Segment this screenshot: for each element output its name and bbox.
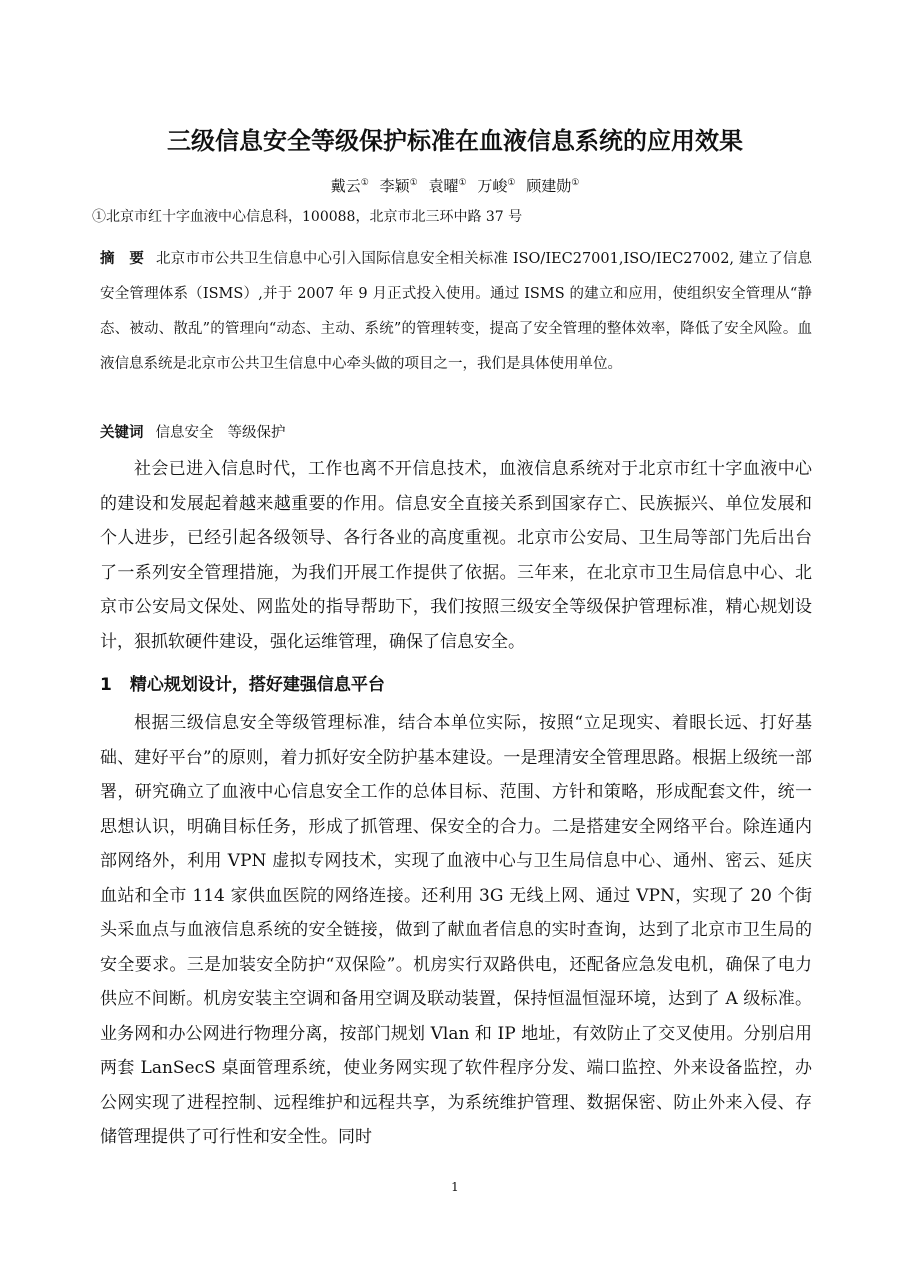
keyword: 信息安全 [155,425,214,441]
author [526,177,579,195]
author [380,177,418,195]
author [477,177,515,195]
abstract [100,242,812,382]
abstract-text: 北京市市公共卫生信息中心引入国际信息安全相关标准 ISO/IEC27001,ISO/IEC27002, 建立了信息安全管理体系（ISMS）,并于 2007 年 9 月正式投入使用。通过 ISMS 的建立和应用，使组织安全管理从“静态、被动、散乱”的管理向“动态、主动、系统”的管理转变，提高了安全管理的整体效率，降低了安全风险。血液信息系统是北京市公共卫生信息中心牵头做的项目之一，我们是具体使用单位。 [100,251,812,372]
keywords [100,421,812,445]
affiliation: ①北京市红十字血液中心信息科，100088，北京市北三环中路 37 号 [92,209,523,225]
section-heading [100,670,812,700]
section-number: 1 [100,675,112,695]
author-affiliation-mark: ① [458,178,467,188]
author-affiliation-mark: ① [507,178,516,188]
author-name: 戴云 [330,177,361,195]
author-list [80,172,830,197]
abstract-label: 摘 要 [100,251,145,267]
author-name: 顾建勋 [526,177,572,195]
keywords-label: 关键词 [100,425,144,441]
paper-title: 三级信息安全等级保护标准在血液信息系统的应用效果 [167,127,743,155]
author-affiliation-mark: ① [360,178,369,188]
author-affiliation-mark: ① [571,178,580,188]
author-affiliation-mark: ① [409,178,418,188]
author [428,177,466,195]
author-name: 李颖 [379,177,410,195]
keyword: 等级保护 [227,425,286,441]
author-name: 万峻 [477,177,508,195]
author [331,177,369,195]
page-number: 1 [451,1180,459,1194]
section-title: 精心规划设计，搭好建强信息平台 [129,675,385,695]
author-name: 袁曜 [428,177,459,195]
body-paragraph: 根据三级信息安全等级管理标准，结合本单位实际，按照“立足现实、着眼长远、打好基础、建好平台”的原则，着力抓好安全防护基本建设。一是理清安全管理思路。根据上级统一部署，研究确立了血液中心信息安全工作的总体目标、范围、方针和策略，形成配套文件，统一思想认识，明确目标任务，形成了抓管理、保安全的合力。二是搭建安全网络平台。除连通内部网络外，利用 VPN 虚拟专网技术，实现了血液中心与卫生局信息中心、通州、密云、延庆血站和全市 114 家供血医院的网络连接。还利用 3G 无线上网、通过 VPN，实现了 20 个街头采血点与血液信息系统的安全链接，做到了献血者信息的实时查询，达到了北京市卫生局的安全要求。三是加装安全防护“双保险”。机房实行双路供电，还配备应急发电机，确保了电力供应不间断。机房安装主空调和备用空调及联动装置，保持恒温恒湿环境，达到了 A 级标准。业务网和办公网进行物理分离，按部门规划 Vlan 和 IP 地址，有效防止了交叉使用。分别启用两套 LanSecS 桌面管理系统，使业务网实现了软件程序分发、端口监控、外来设备监控，办公网实现了进程控制、远程维护和远程共享，为系统维护管理、数据保密、防止外来入侵、存储管理提供了可行性和安全性。同时 [100,713,812,1147]
intro-paragraph: 社会已进入信息时代，工作也离不开信息技术，血液信息系统对于北京市红十字血液中心的建设和发展起着越来越重要的作用。信息安全直接关系到国家存亡、民族振兴、单位发展和个人进步，已经引起各级领导、各行各业的高度重视。北京市公安局、卫生局等部门先后出台了一系列安全管理措施，为我们开展工作提供了依据。三年来，在北京市卫生局信息中心、北京市公安局文保处、网监处的指导帮助下，我们按照三级安全等级保护管理标准，精心规划设计，狠抓软硬件建设，强化运维管理，确保了信息安全。 [100,459,812,652]
